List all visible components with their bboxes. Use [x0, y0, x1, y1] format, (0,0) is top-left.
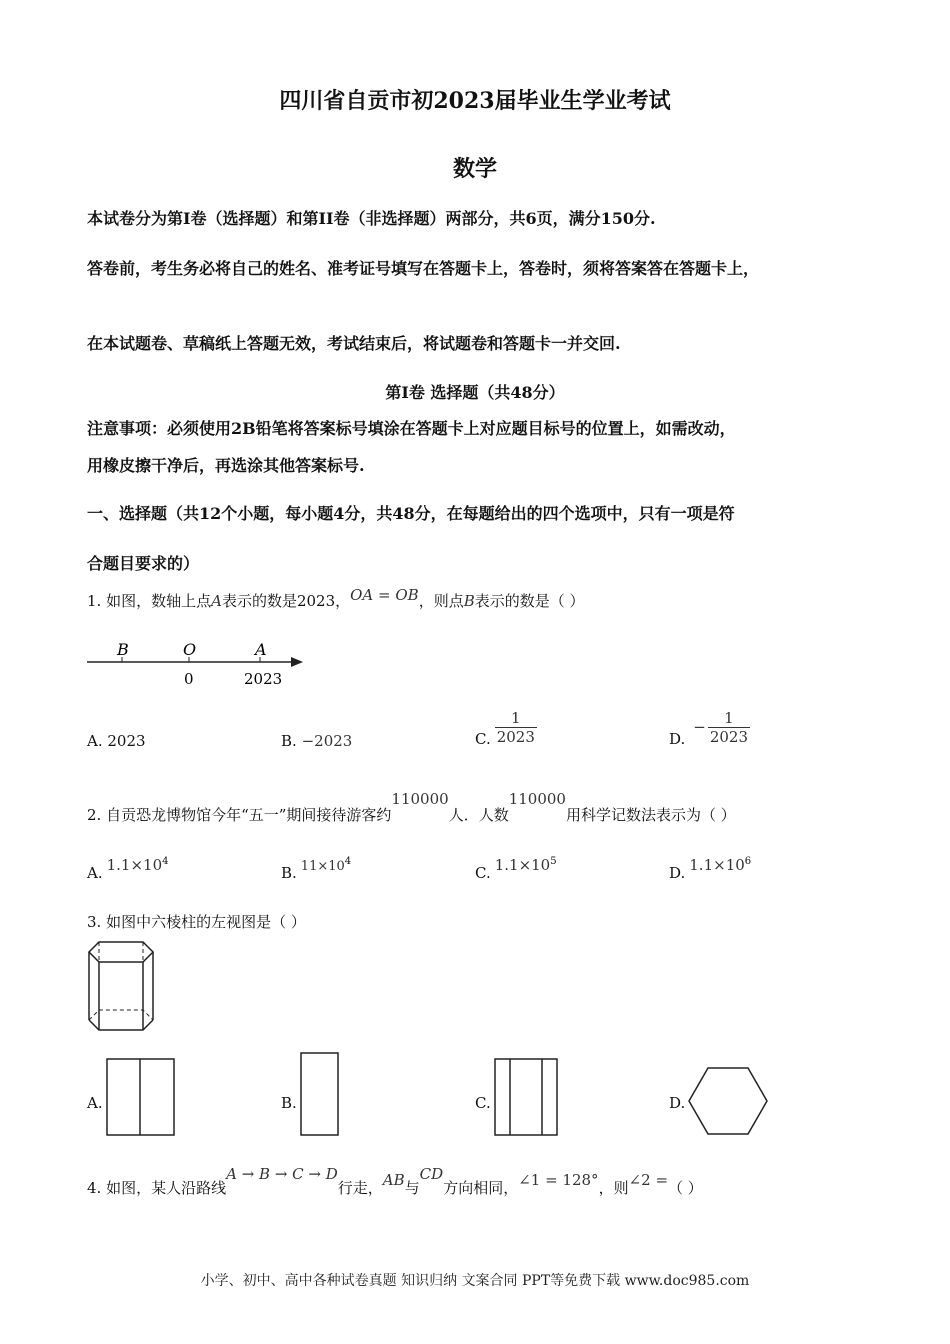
q2-option-b	[281, 856, 352, 882]
q1-point-b: B	[463, 592, 475, 610]
q1-text-b: 表示的数是2023，	[221, 592, 351, 610]
q2-option-b-letter: B.	[281, 864, 297, 882]
q1-text-c: ，则点	[418, 592, 464, 610]
q3-stem: 3. 如图中六棱柱的左视图是（ ）	[87, 913, 306, 931]
q2-option-a-letter: A.	[87, 864, 103, 882]
q2-text-a: 2. 自贡恐龙博物馆今年“五一”期间接待游客约	[87, 806, 392, 824]
q3-option-b-letter: B.	[281, 1094, 297, 1112]
q1-option-c-fraction	[495, 709, 537, 746]
q1-option-d-numerator: 1	[724, 708, 734, 727]
q2-option-d-letter: D.	[669, 864, 686, 882]
axis-label-a: A	[255, 640, 267, 659]
q2-option-d-exp: 6	[744, 856, 752, 867]
q2-option-c-base: 1.1×10	[494, 856, 551, 874]
q3-option-a-figure	[106, 1058, 176, 1138]
part1-heading: 第I卷 选择题（共48分）	[385, 383, 565, 402]
q1-option-a-value: 2023	[107, 732, 146, 750]
q1-option-c	[475, 706, 537, 748]
q1-option-d-denominator: 2023	[709, 727, 749, 746]
q2-option-c	[475, 856, 557, 882]
q2-number-2: 110000	[508, 790, 566, 808]
notice-line-1: 注意事项：必须使用2B铅笔将答案标号填涂在答题卡上对应题目标号的位置上，如需改动，	[87, 419, 736, 438]
q1-option-c-letter: C.	[475, 730, 491, 748]
number-line-arrow	[291, 657, 303, 667]
q3-option-b-rect	[301, 1053, 338, 1135]
q1-option-c-denominator: 2023	[496, 727, 535, 746]
q4-segment-cd: CD	[419, 1165, 444, 1183]
intro-line-3: 在本试题卷、草稿纸上答题无效，考试结束后，将试题卷和答题卡一并交回.	[87, 334, 621, 353]
q4-text-d: 方向相同，	[443, 1179, 519, 1197]
q2-option-c-exp: 5	[550, 856, 557, 867]
q2-option-a-exp: 4	[162, 856, 169, 867]
q2-stem	[87, 790, 736, 825]
q4-text-e: ，则	[598, 1179, 629, 1197]
q3-option-c-figure	[494, 1058, 560, 1138]
axis-label-b: B	[117, 640, 129, 659]
axis-tick-2023: 2023	[244, 670, 283, 688]
q4-segment-ab: AB	[382, 1171, 405, 1189]
q1-text-d: 表示的数是（ ）	[474, 592, 585, 610]
q4-text-b: 行走，	[337, 1179, 383, 1197]
q1-option-a-letter: A.	[87, 732, 103, 750]
q2-option-d-base: 1.1×10	[689, 856, 745, 874]
q4-stem	[87, 1165, 703, 1198]
q2-option-a	[87, 856, 169, 882]
q1-option-d-fraction	[708, 709, 750, 746]
q1-option-b	[281, 732, 352, 750]
exam-title: 四川省自贡市初2023届毕业生学业考试	[279, 88, 671, 114]
q1-option-d-sign: −	[693, 718, 706, 736]
q1-stem	[87, 586, 585, 611]
q4-angle-1: ∠1 = 128°	[518, 1171, 599, 1189]
subject-title: 数学	[452, 156, 497, 182]
q2-option-d	[669, 856, 752, 882]
q1-equation: OA = OB	[350, 586, 419, 604]
q2-option-b-exp: 4	[344, 856, 352, 867]
q3-option-d-letter: D.	[669, 1094, 686, 1112]
q4-angle-2: ∠2 =	[628, 1171, 669, 1189]
q1-text-a: 1. 如图，数轴上点	[87, 592, 212, 610]
page-footer: 小学、初中、高中各种试卷真题 知识归纳 文案合同 PPT等免费下载 www.doc985.com	[200, 1273, 750, 1289]
axis-label-o: O	[183, 640, 197, 659]
hexagonal-prism-figure	[85, 940, 157, 1032]
q2-option-c-letter: C.	[475, 864, 491, 882]
q1-option-d	[669, 706, 750, 748]
q2-number-1: 110000	[391, 790, 449, 808]
axis-tick-0: 0	[184, 670, 194, 688]
q2-option-a-base: 1.1×10	[106, 856, 163, 874]
q3-option-d-figure	[688, 1066, 770, 1136]
q1-point-a: A	[211, 592, 222, 610]
q1-option-b-letter: B.	[281, 732, 297, 750]
q4-text-c: 与	[404, 1179, 420, 1197]
section1-line-2: 合题目要求的）	[87, 554, 200, 573]
q1-option-c-numerator: 1	[511, 708, 521, 727]
q3-option-d-hexagon	[689, 1068, 767, 1134]
section1-line-1: 一、选择题（共12个小题，每小题4分，共48分，在每题给出的四个选项中，只有一项是符	[87, 504, 735, 523]
q3-option-a-letter: A.	[87, 1094, 103, 1112]
intro-line-1: 本试卷分为第I卷（选择题）和第II卷（非选择题）两部分，共6页，满分150分.	[87, 209, 656, 228]
q4-route: A → B → C → D	[226, 1165, 338, 1183]
q1-option-d-letter: D.	[669, 730, 686, 748]
q2-text-b: 人．人数	[448, 806, 509, 824]
q3-option-c-rect	[495, 1059, 557, 1135]
q3-option-c-letter: C.	[475, 1094, 491, 1112]
number-line-figure	[87, 640, 317, 690]
q2-text-c: 用科学记数法表示为（ ）	[565, 806, 736, 824]
q3-option-b-figure	[300, 1052, 340, 1138]
q4-text-a: 4. 如图，某人沿路线	[87, 1179, 227, 1197]
q4-text-f: （ ）	[668, 1179, 703, 1197]
q2-option-b-base: 11×10	[300, 859, 345, 874]
q1-option-a	[87, 732, 146, 750]
notice-line-2: 用橡皮擦干净后，再选涂其他答案标号.	[87, 456, 365, 475]
q1-option-b-value: −2023	[301, 732, 353, 750]
intro-line-2: 答卷前，考生务必将自己的姓名、准考证号填写在答题卡上，答卷时，须将答案答在答题卡上，	[87, 259, 760, 278]
